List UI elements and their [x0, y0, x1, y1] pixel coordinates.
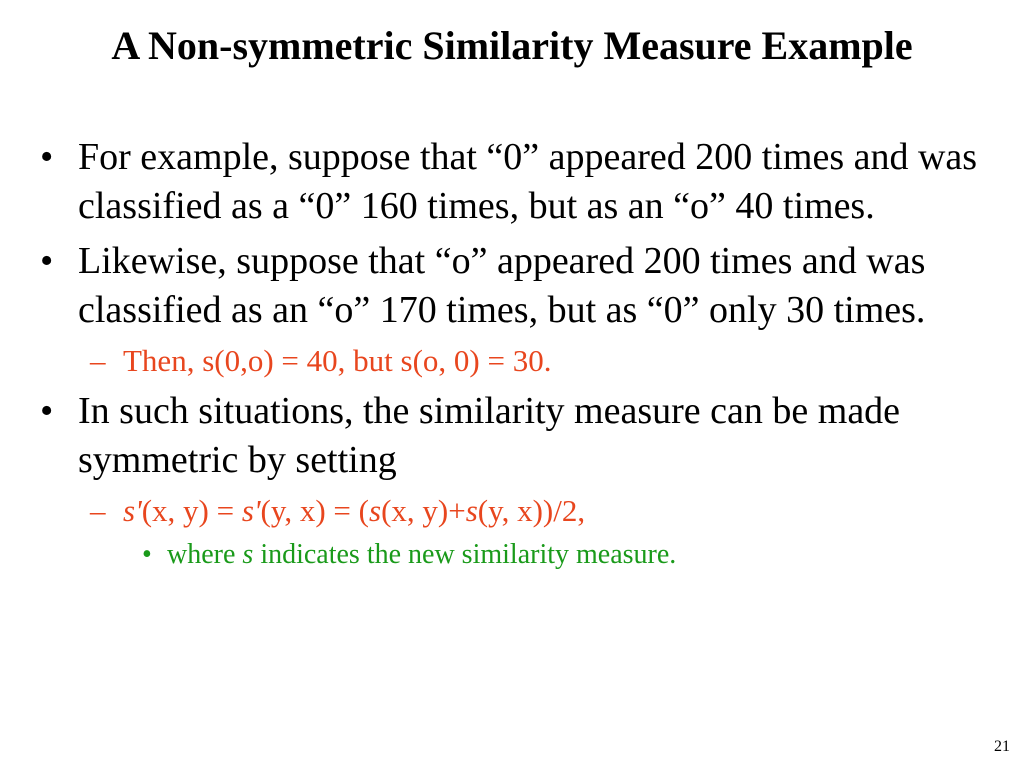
formula-symbol: s [465, 493, 478, 528]
bullet-dot-icon: • [40, 136, 54, 178]
formula-part: (y, x))/2, [477, 493, 586, 528]
formula [123, 493, 585, 528]
bullet-text: Likewise, suppose that “o” appeared 200 times and was classified as an “o” 170 times, but as “0” only 30 times. [78, 240, 926, 331]
dash-icon: – [90, 343, 106, 378]
bullet-text: In such situations, the similarity measure can be made symmetric by setting [78, 390, 901, 481]
formula-symbol: s [369, 493, 382, 528]
bullet-dot-icon: • [40, 390, 54, 432]
page-number: 21 [994, 738, 1010, 755]
sub-bullet-item [40, 491, 1000, 531]
text-symbol: s [242, 539, 254, 570]
text-part: indicates the new similarity measure. [253, 539, 677, 570]
bullet-item [40, 237, 1000, 335]
slide-body [40, 133, 1000, 573]
formula-symbol: s' [123, 493, 142, 528]
bullet-item [40, 387, 1000, 485]
bullet-item [40, 133, 1000, 231]
bullet-text: For example, suppose that “0” appeared 200 times and was classified as a “0” 160 times, but as an “o” 40 times. [78, 136, 978, 227]
bullet-dot-icon: • [142, 539, 152, 570]
sub-sub-bullet-item [40, 537, 1000, 573]
sub-bullet-text: Then, s(0,o) = 40, but s(o, 0) = 30. [123, 343, 552, 378]
dash-icon: – [90, 493, 106, 528]
slide-title: A Non-symmetric Similarity Measure Example [111, 23, 913, 68]
text-part: where [167, 539, 243, 570]
formula-part: (x, y)+ [381, 493, 466, 528]
sub-sub-bullet-text [167, 539, 676, 570]
formula-part: (x, y) = [141, 493, 242, 528]
formula-part: (y, x) = ( [260, 493, 369, 528]
sub-bullet-item [40, 341, 1000, 381]
formula-symbol: s' [241, 493, 261, 528]
bullet-dot-icon: • [40, 240, 54, 282]
